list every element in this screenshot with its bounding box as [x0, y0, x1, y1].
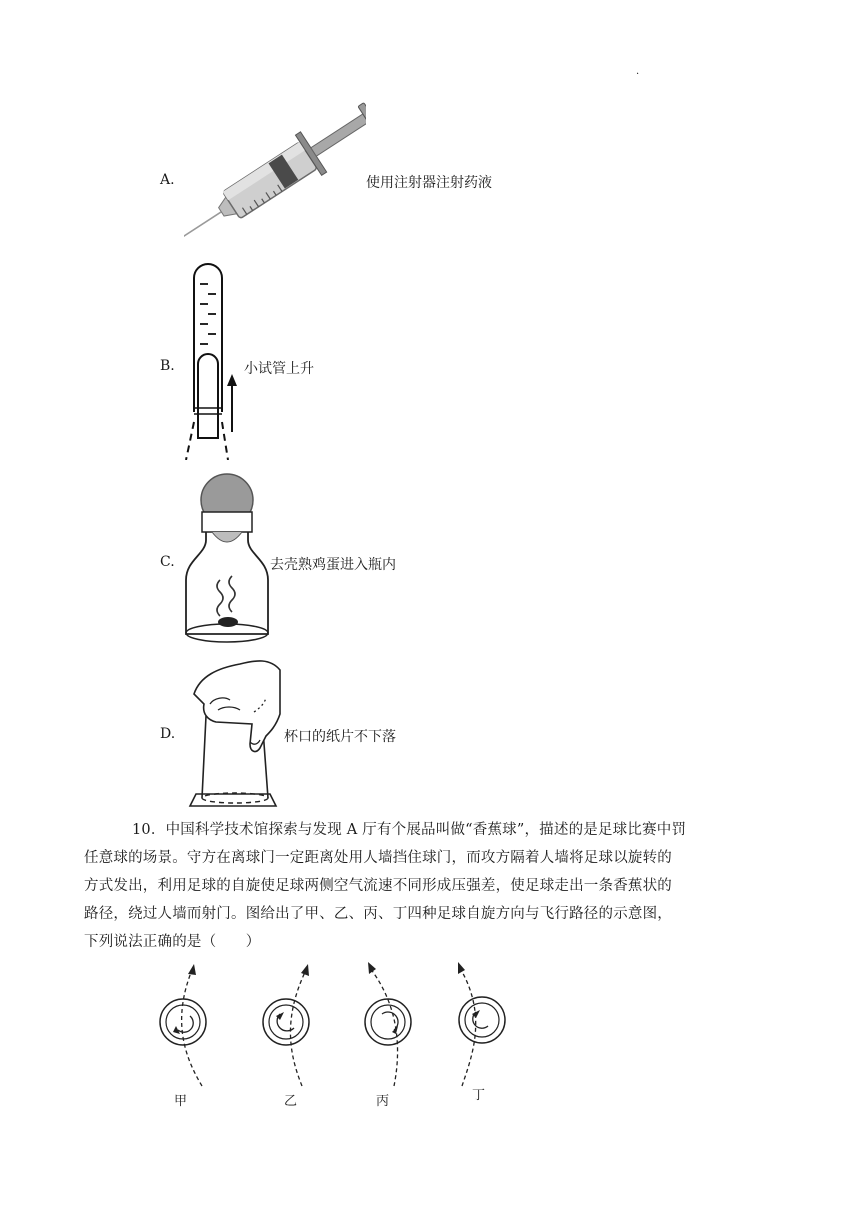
ball-label-jia: 甲: [174, 1094, 188, 1109]
egg-bottle-icon: [180, 470, 274, 644]
corner-mark: .: [636, 66, 640, 77]
question-line-5: 下列说法正确的是（ ）: [84, 934, 261, 950]
option-b-letter: B.: [160, 358, 175, 374]
question-line-3: 方式发出，利用足球的自旋使足球两侧空气流速不同形成压强差，使足球走出一条香蕉状的: [84, 878, 672, 894]
ball-diagram-bing: [356, 960, 426, 1090]
syringe-icon: [184, 100, 366, 255]
question-line-4: 路径，绕过人墙而射门。图给出了甲、乙、丙、丁四种足球自旋方向与飞行路径的示意图，: [84, 906, 672, 922]
test-tubes-icon: [178, 262, 244, 460]
question-number: 10．: [132, 822, 166, 838]
option-b-caption: 小试管上升: [244, 361, 314, 377]
cup-paper-icon: [184, 654, 284, 814]
ball-label-ding: 丁: [472, 1088, 486, 1103]
ball-diagram-ding: [448, 960, 518, 1090]
ball-diagram-jia: [150, 960, 220, 1090]
ball-diagram-yi: [252, 960, 322, 1090]
option-c-letter: C.: [160, 554, 175, 570]
question-line-2: 任意球的场景。守方在离球门一定距离处用人墙挡住球门，而攻方隔着人墙将足球以旋转的: [84, 850, 672, 866]
question-10: [84, 816, 692, 956]
option-c-caption: 去壳熟鸡蛋进入瓶内: [270, 557, 396, 573]
option-d-letter: D.: [160, 726, 176, 742]
question-line-1: 中国科学技术馆探索与发现 A 厅有个展品叫做“香蕉球”，描述的是足球比赛中罚: [165, 822, 687, 838]
option-d-caption: 杯口的纸片不下落: [284, 729, 396, 745]
ball-label-yi: 乙: [284, 1094, 298, 1109]
option-a-caption: 使用注射器注射药液: [366, 175, 492, 191]
ball-label-bing: 丙: [376, 1094, 390, 1109]
option-a-letter: A.: [160, 172, 175, 188]
